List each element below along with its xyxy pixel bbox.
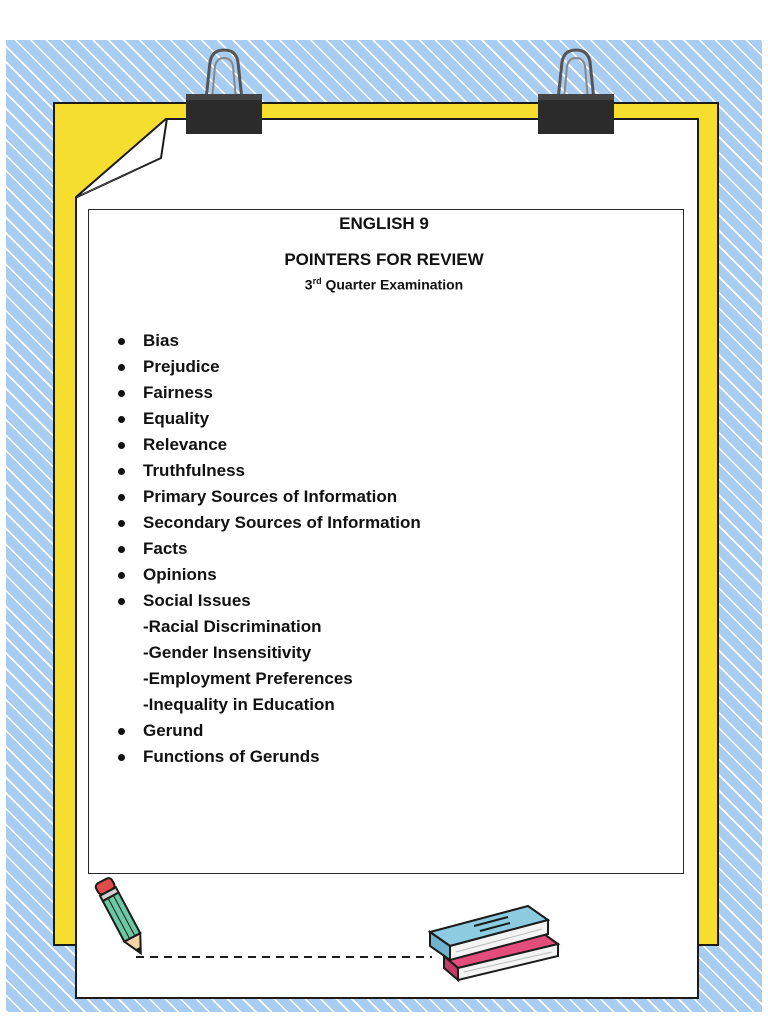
bullet-icon bbox=[118, 390, 125, 397]
list-item-label: -Gender Insensitivity bbox=[143, 643, 312, 662]
list-item-label: Functions of Gerunds bbox=[143, 747, 320, 766]
list-item-label: Gerund bbox=[143, 721, 204, 740]
bullet-icon bbox=[118, 494, 125, 501]
bullet-icon bbox=[118, 468, 125, 475]
exam-ordinal-suffix: rd bbox=[312, 276, 322, 286]
list-item-label: Equality bbox=[143, 409, 210, 428]
exam-label bbox=[0, 276, 768, 293]
dashed-line bbox=[136, 955, 432, 959]
document-title: ENGLISH 9 bbox=[339, 214, 429, 233]
books-icon bbox=[424, 898, 566, 984]
bullet-icon bbox=[118, 416, 125, 423]
list-item-label: Fairness bbox=[143, 383, 213, 402]
paper-corner-fold-icon bbox=[75, 118, 169, 200]
list-item-label: -Racial Discrimination bbox=[143, 617, 322, 636]
list-item-label: Relevance bbox=[143, 435, 228, 454]
list-item-label: Facts bbox=[143, 539, 188, 558]
bullet-icon bbox=[118, 572, 125, 579]
bullet-icon bbox=[118, 338, 125, 345]
exam-ordinal: 3 bbox=[304, 276, 313, 293]
list-item-label: Truthfulness bbox=[143, 461, 246, 480]
bullet-icon bbox=[118, 364, 125, 371]
bullet-icon bbox=[118, 598, 125, 605]
list-item-label: -Inequality in Education bbox=[143, 695, 335, 714]
document-subtitle: POINTERS FOR REVIEW bbox=[284, 250, 484, 269]
binder-clip-icon bbox=[184, 48, 264, 138]
list-item-label: Secondary Sources of Information bbox=[143, 513, 421, 532]
list-item-label: Primary Sources of Information bbox=[143, 487, 398, 506]
list-item-label: Prejudice bbox=[143, 357, 220, 376]
bullet-icon bbox=[118, 520, 125, 527]
exam-label-text: Quarter Examination bbox=[325, 276, 464, 293]
bullet-icon bbox=[118, 728, 125, 735]
binder-clip-icon bbox=[536, 48, 616, 138]
pencil-icon bbox=[94, 872, 150, 964]
list-item-label: Bias bbox=[143, 331, 179, 350]
bullet-icon bbox=[118, 754, 125, 761]
list-item-label: -Employment Preferences bbox=[143, 669, 353, 688]
bullet-icon bbox=[118, 546, 125, 553]
list-item-label: Opinions bbox=[143, 565, 217, 584]
list-item-label: Social Issues bbox=[143, 591, 251, 610]
bullet-icon bbox=[118, 442, 125, 449]
